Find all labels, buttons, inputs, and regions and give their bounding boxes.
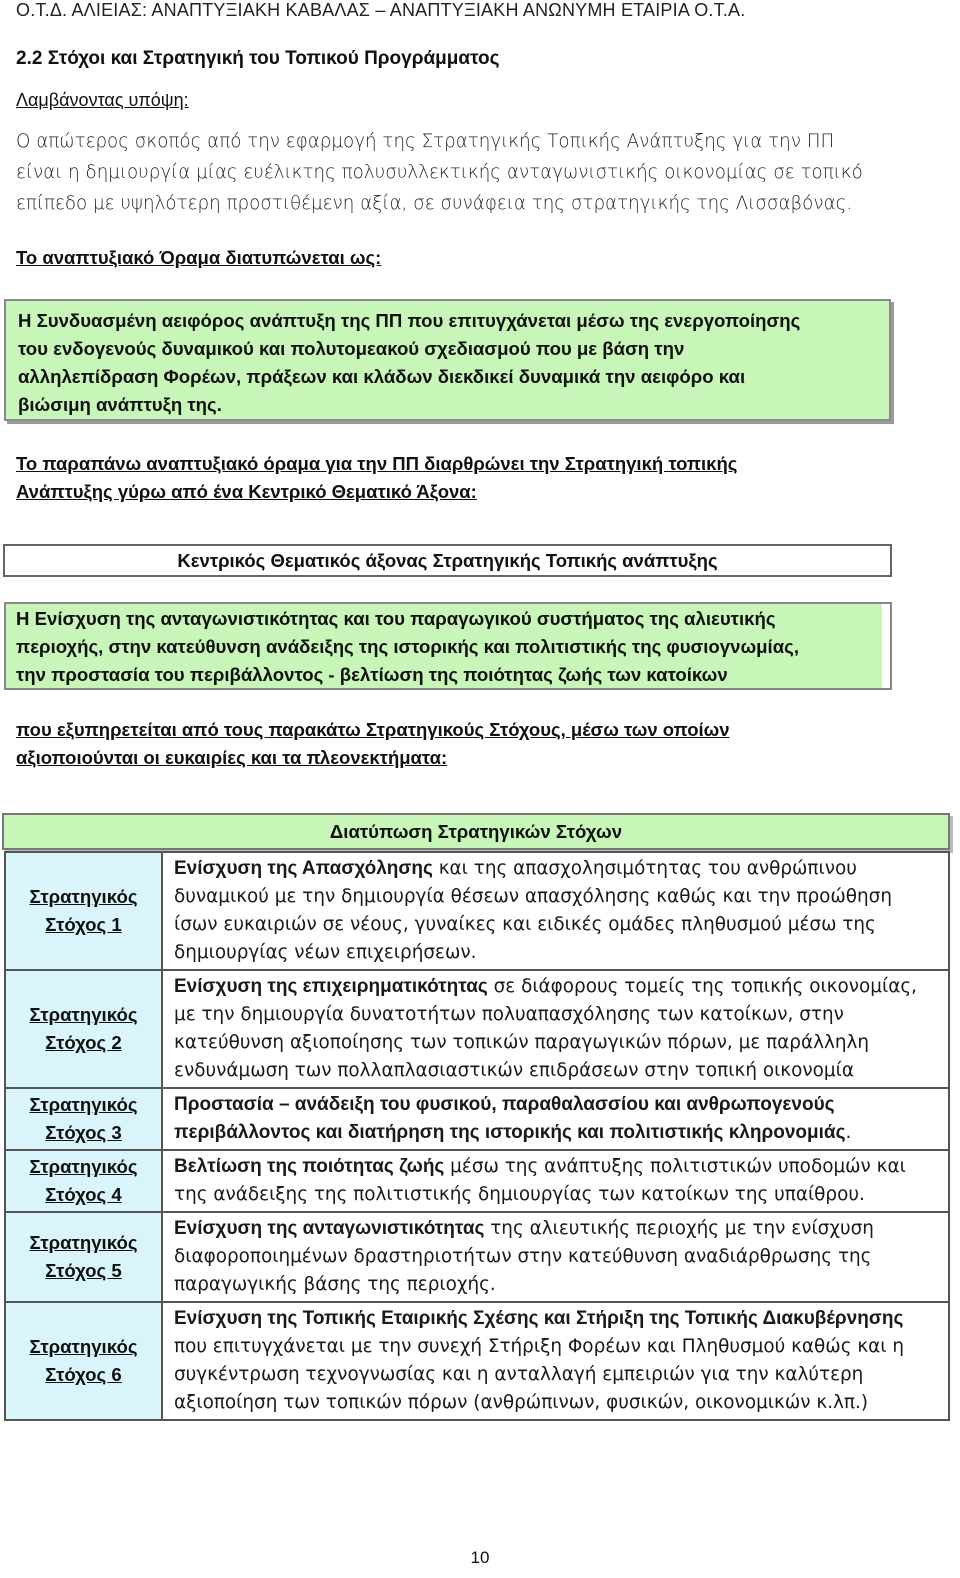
goal-description-cell xyxy=(162,1150,949,1212)
section-title: 2.2 Στόχοι και Στρατηγική του Τοπικού Προγράμματος xyxy=(16,48,500,69)
goal-label-line: Στόχος 3 xyxy=(45,1122,122,1143)
axis-box xyxy=(4,602,892,690)
goal-label-cell xyxy=(5,1088,162,1150)
intro-line: είναι η δημιουργία μίας ευέλικτης πολυσυλλεκτικής ανταγωνιστικής οικονομίας σε τοπικό xyxy=(16,162,863,183)
goals-table-title: Διατύπωση Στρατηγικών Στόχων xyxy=(329,821,623,842)
goal-label-line: Στρατηγικός xyxy=(29,1156,138,1177)
goal-bold-text: Ενίσχυση της επιχειρηματικότητας xyxy=(174,976,488,997)
table-row xyxy=(5,1088,949,1150)
goal-label-cell xyxy=(5,852,162,970)
goal-text: που επιτυγχάνεται με την συνεχή Στήριξη Φορέων και Πληθυσμού καθώς και η συγκέντρωση τεχνογνωσίας και η ανταλλαγή εμπειριών για την καλύτερη αξιοποίηση των τοπικών πόρων (ανθρώπινων, φυσικών, οικονομικών κ.λπ.) xyxy=(174,1336,905,1413)
goal-description-cell xyxy=(162,970,949,1088)
goal-label-line: Στρατηγικός xyxy=(29,886,138,907)
table-row xyxy=(5,970,949,1088)
goal-text: μέσω της ανάπτυξης πολιτιστικών υποδομών και της ανάδειξης της πολιτιστικής δημιουργίας των κατοίκων της υπαίθρου. xyxy=(174,1156,906,1205)
goals-table xyxy=(4,851,950,1421)
goal-label-line: Στόχος 4 xyxy=(45,1184,122,1205)
vision-line: βιώσιμη ανάπτυξη της. xyxy=(18,394,222,415)
goals-heading-line: αξιοποιούνται οι ευκαιρίες και τα πλεονεκτήματα: xyxy=(16,747,448,768)
goal-description-cell xyxy=(162,1088,949,1150)
goal-bold-text: Προστασία – ανάδειξη του φυσικού, παραθαλασσίου και ανθρωπογενούς περιβάλλοντος και διατήρηση της ιστορικής και πολιτιστικής κληρονομιάς xyxy=(174,1094,846,1143)
goal-label-line: Στρατηγικός xyxy=(29,1094,138,1115)
vision-text xyxy=(18,307,878,419)
axis-box-edge xyxy=(882,604,890,688)
intro-paragraph xyxy=(16,126,916,219)
goals-heading xyxy=(16,716,916,772)
goal-description-cell xyxy=(162,852,949,970)
vision-line: αλληλεπίδραση Φορέων, πράξεων και κλάδων διεκδικεί δυναμικά την αειφόρο και xyxy=(18,366,746,387)
table-row xyxy=(5,1302,949,1420)
vision-box xyxy=(4,299,891,421)
page-number: 10 xyxy=(470,1548,490,1567)
table-row xyxy=(5,1150,949,1212)
axis-heading xyxy=(16,450,916,506)
running-header: Ο.Τ.Δ. ΑΛΙΕΙΑΣ: ΑΝΑΠΤΥΞΙΑΚΗ ΚΑΒΑΛΑΣ – ΑΝΑΠΤΥΞΙΑΚΗ ΑΝΩΝΥΜΗ ΕΤΑΙΡΙΑ Ο.Τ.Α. xyxy=(16,0,746,20)
axis-heading-line: Ανάπτυξης γύρω από ένα Κεντρικό Θεματικό Άξονα: xyxy=(16,481,477,502)
goal-text: . xyxy=(845,1122,852,1143)
vision-heading: Το αναπτυξιακό Όραμα διατυπώνεται ως: xyxy=(16,247,382,268)
goal-label-line: Στρατηγικός xyxy=(29,1336,138,1357)
goal-description-cell xyxy=(162,1302,949,1420)
axis-title: Κεντρικός Θεματικός άξονας Στρατηγικής Τοπικής ανάπτυξης xyxy=(177,550,718,571)
intro-line: Ο απώτερος σκοπός από την εφαρμογή της Στρατηγικής Τοπικής Ανάπτυξης για την ΠΠ xyxy=(16,131,835,152)
axis-heading-line: Το παραπάνω αναπτυξιακό όραμα για την ΠΠ διαρθρώνει την Στρατηγική τοπικής xyxy=(16,453,738,474)
goal-label-line: Στρατηγικός xyxy=(29,1232,138,1253)
vision-line: Η Συνδυασμένη αειφόρος ανάπτυξη της ΠΠ που επιτυγχάνεται μέσω της ενεργοποίησης xyxy=(18,310,801,331)
goal-bold-text: Βελτίωση της ποιότητας ζωής xyxy=(174,1156,445,1177)
goal-text: της αλιευτικής περιοχής με την ενίσχυση διαφοροποιημένων δραστηριοτήτων στην κατεύθυνση αναδιάρθρωσης της παραγωγικής βάσης της περιοχής. xyxy=(174,1218,874,1295)
goal-label-line: Στόχος 1 xyxy=(45,914,122,935)
axis-text xyxy=(16,605,881,689)
goal-label-line: Στόχος 2 xyxy=(45,1032,122,1053)
goals-table-title-box xyxy=(2,813,950,850)
goal-bold-text: Ενίσχυση της Απασχόλησης xyxy=(174,858,433,879)
goals-heading-line: που εξυπηρετείται από τους παρακάτω Στρατηγικούς Στόχους, μέσω των οποίων xyxy=(16,719,730,740)
goal-text: και της απασχολησιμότητας του ανθρώπινου δυναμικού με την δημιουργία θέσεων απασχόλησης καθώς και την προώθηση ίσων ευκαιριών σε νέους, γυναίκες και ειδικές ομάδες πληθυσμού μέσω της δημιουργίας νέων επιχειρήσεων. xyxy=(174,858,892,963)
goal-label-cell xyxy=(5,1212,162,1302)
axis-title-box xyxy=(3,544,892,577)
goal-label-line: Στρατηγικός xyxy=(29,1004,138,1025)
axis-line: περιοχής, στην κατεύθυνση ανάδειξης της ιστορικής και πολιτιστικής της φυσιογνωμίας, xyxy=(16,636,799,657)
intro-line: επίπεδο με υψηλότερη προστιθέμενη αξία, σε συνάφεια της στρατηγικής της Λισσαβόνας. xyxy=(16,193,853,214)
table-row xyxy=(5,1212,949,1302)
goal-label-cell xyxy=(5,1302,162,1420)
goal-text: σε διάφορους τομείς της τοπικής οικονομίας, με την δημιουργία δυνατοτήτων πολυαπασχόλησης των κατοίκων, στην κατεύθυνση αξιοποίησης των τοπικών παραγωγικών πόρων, με παράλληλη ενδυνάμωση των πολλαπλασιαστικών επιδράσεων στην τοπική οικονομία xyxy=(174,976,917,1081)
goal-label-cell xyxy=(5,1150,162,1212)
goal-bold-text: Ενίσχυση της ανταγωνιστικότητας xyxy=(174,1218,485,1239)
goal-label-line: Στόχος 5 xyxy=(45,1260,122,1281)
goal-description-cell xyxy=(162,1212,949,1302)
taking-into-account-label: Λαμβάνοντας υπόψη: xyxy=(16,90,189,110)
goal-label-line: Στόχος 6 xyxy=(45,1364,122,1385)
goal-bold-text: Ενίσχυση της Τοπικής Εταιρικής Σχέσης και Στήριξη της Τοπικής Διακυβέρνησης xyxy=(174,1308,904,1329)
axis-line: Η Ενίσχυση της ανταγωνιστικότητας και του παραγωγικού συστήματος της αλιευτικής xyxy=(16,608,776,629)
vision-line: του ενδογενούς δυναμικού και πολυτομεακού σχεδιασμού που με βάση την xyxy=(18,338,685,359)
table-row xyxy=(5,852,949,970)
goal-label-cell xyxy=(5,970,162,1088)
axis-line: την προστασία του περιβάλλοντος - βελτίωση της ποιότητας ζωής των κατοίκων xyxy=(16,664,728,685)
